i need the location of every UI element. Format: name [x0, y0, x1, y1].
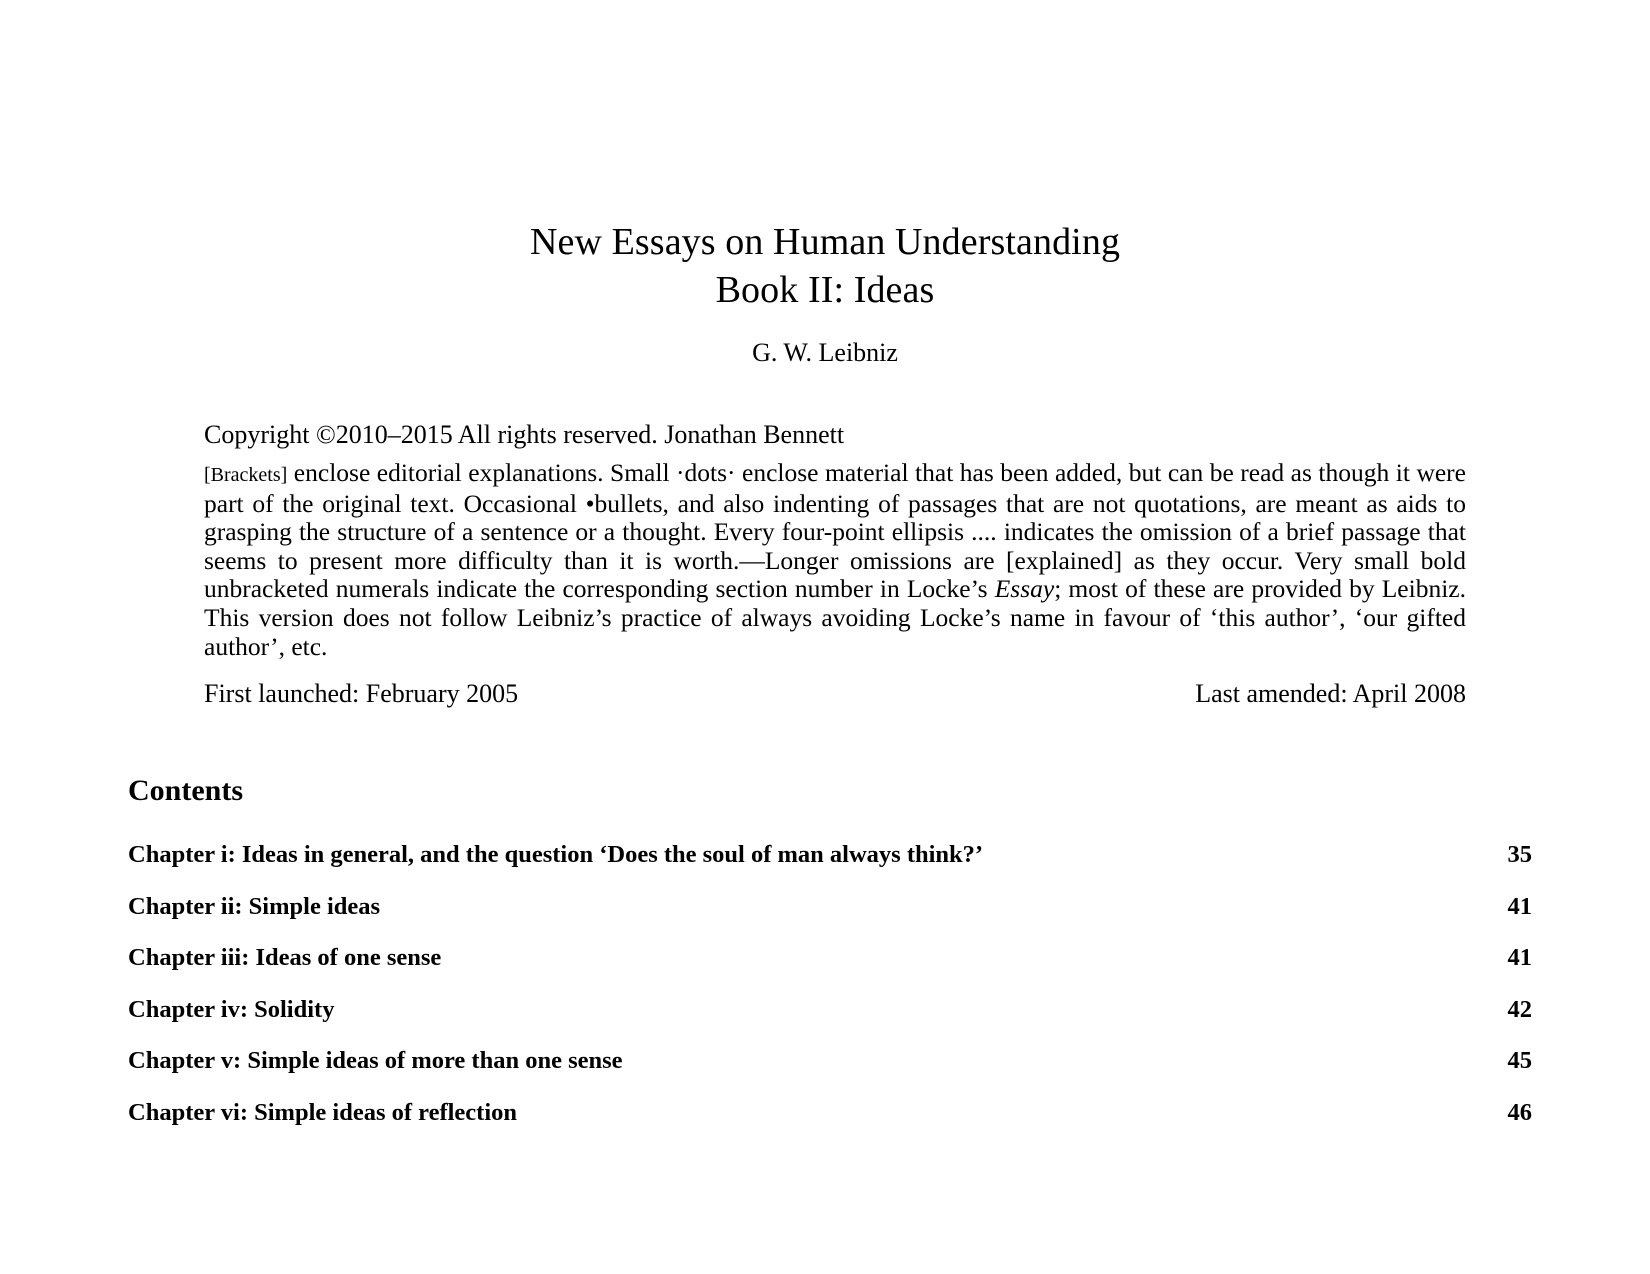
toc-entry[interactable]: [128, 840, 1532, 892]
toc-entry[interactable]: [128, 892, 1532, 944]
first-launched-date: First launched: February 2005: [204, 679, 519, 709]
toc-entry-page: 45: [1507, 1047, 1532, 1074]
toc-entry-label: Chapter iii: Ideas of one sense: [128, 944, 442, 971]
copyright-line: Copyright ©2010–2015 All rights reserved. Jonathan Bennett: [204, 420, 845, 449]
contents-heading: Contents: [128, 774, 244, 807]
last-amended-date: Last amended: April 2008: [1195, 679, 1466, 709]
dates-row: [204, 677, 1466, 711]
toc-entry-page: 46: [1507, 1098, 1532, 1126]
toc-entry-label: Chapter i: Ideas in general, and the question ‘Does the soul of man always think?’: [128, 841, 984, 868]
document-title: [0, 218, 1650, 314]
toc-entry[interactable]: [128, 1046, 1532, 1098]
document-title-line-2: Book II: Ideas: [715, 269, 935, 311]
toc-entry[interactable]: [128, 943, 1532, 995]
editorial-notes-part-2: ; most of these are provided by Leibniz. This version does not follow Leibniz’s practice of always avoiding Locke’s name in favour of ‘this author’, ‘our gifted author’, etc.: [204, 574, 1466, 661]
document-title-line-1: New Essays on Human Understanding: [529, 221, 1121, 263]
toc-entry-page: 42: [1507, 995, 1532, 1023]
editorial-notes-part-1: enclose editorial explanations. Small ·dots· enclose material that has been added, but can be read as though it were part of the original text. Occasional •bullets, and also indenting of passages that are not quotations, are meant as aids to grasping the structure of a sentence or a thought. Every four-point ellipsis .... indicates the omission of a brief passage that seems to present more difficulty than it is worth.—Longer omissions are [explained] as they occur. Very small bold unbracketed numerals indicate the corresponding section number in Locke’s: [204, 458, 1466, 604]
essay-title-italic: Essay: [994, 574, 1055, 604]
toc-entry-label: Chapter v: Simple ideas of more than one sense: [128, 1047, 623, 1074]
front-matter: [204, 418, 1466, 711]
toc-entry-page: 41: [1507, 944, 1532, 971]
toc-entry-label: Chapter iv: Solidity: [128, 995, 335, 1023]
toc-entry-label: Chapter ii: Simple ideas: [128, 892, 381, 920]
toc-entry-page: 35: [1507, 841, 1532, 868]
toc-entry[interactable]: [128, 995, 1532, 1047]
toc-entry[interactable]: [128, 1098, 1532, 1150]
document-author: G. W. Leibniz: [752, 338, 898, 367]
toc-entry-label: Chapter vi: Simple ideas of reflection: [128, 1098, 518, 1126]
table-of-contents: [128, 840, 1532, 1149]
toc-entry-page: 41: [1507, 892, 1532, 920]
editorial-notes-paragraph: [204, 459, 1466, 661]
brackets-marker: [Brackets]: [204, 464, 288, 486]
